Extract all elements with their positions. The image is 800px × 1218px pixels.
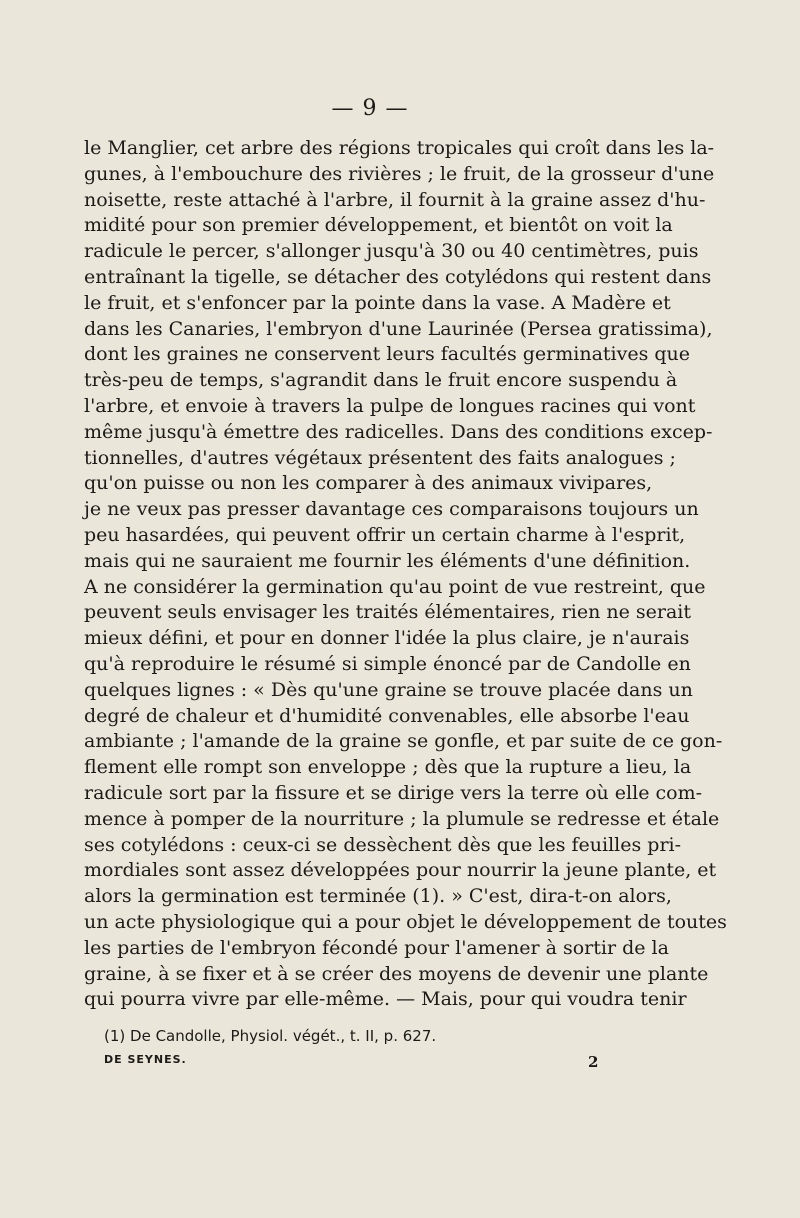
text-line: peuvent seuls envisager les traités élémentaires, rien ne serait (84, 601, 692, 624)
text-line: mais qui ne sauraient me fournir les éléments d'une définition. (84, 549, 691, 572)
text-line: radicule sort par la fissure et se dirige vers la terre où elle com- (84, 781, 703, 804)
text-line: très-peu de temps, s'agrandit dans le fruit encore suspendu à (84, 369, 678, 392)
text-line: ambiante ; l'amande de la graine se gonfle, et par suite de ce gon- (84, 730, 723, 753)
text-line: l'arbre, et envoie à travers la pulpe de longues racines qui vont (84, 394, 696, 417)
page-number: — 9 — (331, 96, 409, 121)
text-line: degré de chaleur et d'humidité convenables, elle absorbe l'eau (84, 704, 690, 727)
text-line: je ne veux pas presser davantage ces comparaisons toujours un (84, 498, 699, 521)
text-line: dans les Canaries, l'embryon d'une Laurinée (Persea gratissima), (84, 317, 713, 340)
text-line: même jusqu'à émettre des radicelles. Dans des conditions excep- (84, 420, 713, 443)
text-line: qui pourra vivre par elle-même. — Mais, pour qui voudra tenir (84, 988, 687, 1011)
text-line: qu'à reproduire le résumé si simple énoncé par de Candolle en (84, 652, 691, 675)
text-line: qu'on puisse ou non les comparer à des animaux vivipares, (84, 472, 653, 495)
text-line: mieux défini, et pour en donner l'idée la plus claire, je n'aurais (84, 627, 690, 650)
text-line: dont les graines ne conservent leurs facultés germinatives que (84, 343, 691, 366)
printer-signature: DE SEYNES. (104, 1053, 187, 1066)
text-line: peu hasardées, qui peuvent offrir un certain charme à l'esprit, (84, 523, 686, 546)
text-line: graine, à se fixer et à se créer des moyens de devenir une plante (84, 962, 709, 985)
text-line: midité pour son premier développement, et bientôt on voit la (84, 214, 673, 237)
text-line: alors la germination est terminée (1). » C'est, dira-t-on alors, (84, 885, 672, 908)
signature-number: 2 (588, 1053, 599, 1071)
text-line: le Manglier, cet arbre des régions tropicales qui croît dans les la- (84, 137, 715, 159)
text-line: un acte physiologique qui a pour objet le développement de toutes (84, 910, 727, 933)
text-line: A ne considérer la germination qu'au point de vue restreint, que (84, 575, 706, 598)
text-line: mence à pomper de la nourriture ; la plumule se redresse et étale (84, 807, 720, 830)
text-line: mordiales sont assez développées pour nourrir la jeune plante, et (84, 859, 717, 882)
text-line: radicule le percer, s'allonger jusqu'à 30 ou 40 centimètres, puis (84, 240, 699, 263)
text-line: tionnelles, d'autres végétaux présentent des faits analogues ; (84, 446, 676, 469)
text-line: flement elle rompt son enveloppe ; dès que la rupture a lieu, la (84, 756, 692, 779)
text-line: le fruit, et s'enfoncer par la pointe dans la vase. A Madère et (84, 291, 671, 314)
text-line: gunes, à l'embouchure des rivières ; le fruit, de la grosseur d'une (84, 162, 715, 185)
text-line: noisette, reste attaché à l'arbre, il fournit à la graine assez d'hu- (84, 188, 706, 211)
text-line: ses cotylédons : ceux-ci se dessèchent dès que les feuilles pri- (84, 833, 682, 856)
footnote: (1) De Candolle, Physiol. végét., t. II, p. 627. (104, 1027, 437, 1045)
text-line: les parties de l'embryon fécondé pour l'amener à sortir de la (84, 936, 669, 959)
text-line: quelques lignes : « Dès qu'une graine se trouve placée dans un (84, 678, 693, 701)
text-line: entraînant la tigelle, se détacher des cotylédons qui restent dans (84, 265, 712, 288)
body-text (84, 136, 727, 1013)
